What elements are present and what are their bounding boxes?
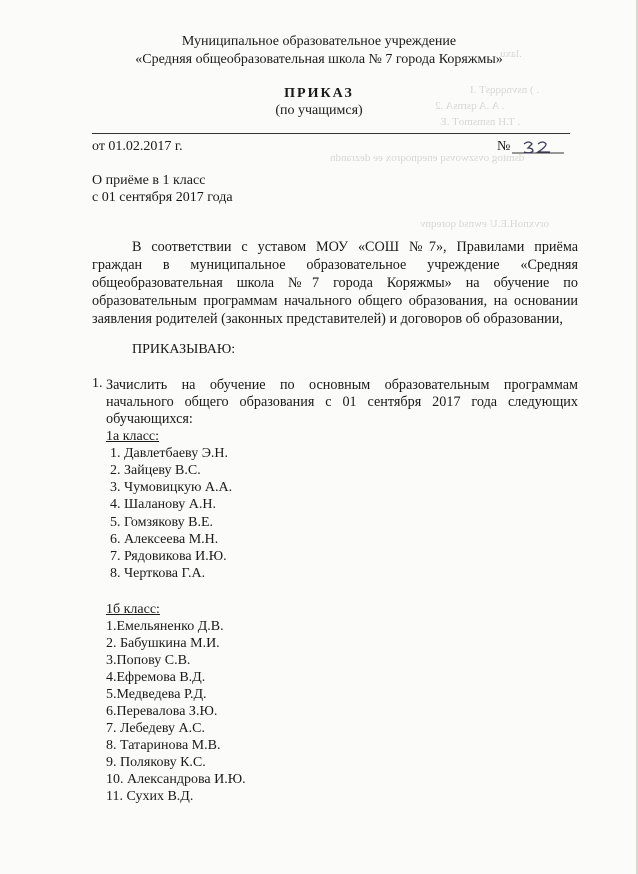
student-1b: 3.Попову С.В. [106,653,191,668]
student-1b: 11. Сухих В.Д. [106,789,194,804]
point-line: Зачислить на обучение по основным образовательным программам [106,377,578,393]
point-number: 1. [92,376,103,391]
order-date: от 01.02.2017 г. [92,139,183,154]
student-1b: 2. Бабушкина М.И. [106,636,220,651]
student-1b: 6.Перевалова З.Ю. [106,704,218,719]
document-title: ПРИКАЗ [284,86,354,101]
org-name-line1: Муниципальное образовательное учреждение [181,34,457,49]
order-number-field [512,139,564,153]
student-1a: 4. Шаланову А.Н. [110,497,217,512]
bleed-through-text: . ) nsvnqqqsT .I [470,84,540,96]
student-1a: 3. Чумовицкую А.А. [110,480,233,495]
student-1a: 2. Зайцеву В.С. [110,463,201,478]
student-1a: 1. Давлетбаеву Э.Н. [110,446,229,461]
student-1a: 8. Черткова Г.А. [110,566,206,581]
student-1a: 5. Гомзякову В.Е. [110,515,214,530]
bleed-through-text: orvxnoH.E.U ewnsd qoreqnv [420,218,549,230]
preamble-line: образовательным программам начального общего образования, на основании [92,293,578,309]
header-rule [92,133,570,134]
subject-line2: с 01 сентября 2017 года [92,190,233,205]
class-1b-label: 1б класс: [106,602,160,617]
decree-heading: ПРИКАЗЫВАЮ: [132,342,236,357]
student-1b: 10. Александрова И.Ю. [106,772,246,787]
student-1b: 8. Татаринова М.В. [106,738,221,753]
bleed-through-text: . A .A qsrnsA .2 [435,100,505,112]
preamble-line: общеобразовательная школа №7 города Коряжмы» на обучение по [92,275,578,291]
handwritten-number [512,139,564,155]
point-line: начального общего образования с 01 сентября 2017 года следующих [106,394,578,410]
student-1b: 7. Лебедеву А.С. [106,721,205,736]
order-number-label: № [497,139,511,154]
bleed-through-text: .laxu [500,48,522,60]
student-1b: 9. Полякову К.С. [106,755,206,770]
bleed-through-text: dsmtog ovszwovsq eneqnoqrox ee dezrandn [330,152,525,164]
bleed-through-text: . T.H nsmsmoT .E [440,116,521,128]
student-1b: 5.Медведева Р.Д. [106,687,207,702]
student-1b: 1.Емельяненко Д.В. [106,619,224,634]
preamble-line: заявления родителей (законных представителей) и договоров об образовании, [92,311,563,327]
document-subtitle: (по учащимся) [275,103,363,118]
point-line: обучающихся: [106,411,193,427]
org-name-line2: «Средняя общеобразовательная школа № 7 города Коряжмы» [135,52,503,67]
class-1a-label: 1а класс: [106,429,160,444]
preamble-line: граждан в муниципальное образовательное учреждение «Средняя [92,257,578,273]
subject-line1: О приёме в 1 класс [92,173,206,188]
student-1a: 6. Алексеева М.Н. [110,532,219,547]
student-1b: 4.Ефремова В.Д. [106,670,206,685]
preamble-line: В соответствии с уставом МОУ «СОШ №7», Правилами приёма [132,239,578,255]
student-1a: 7. Рядовикова И.Ю. [110,549,227,564]
